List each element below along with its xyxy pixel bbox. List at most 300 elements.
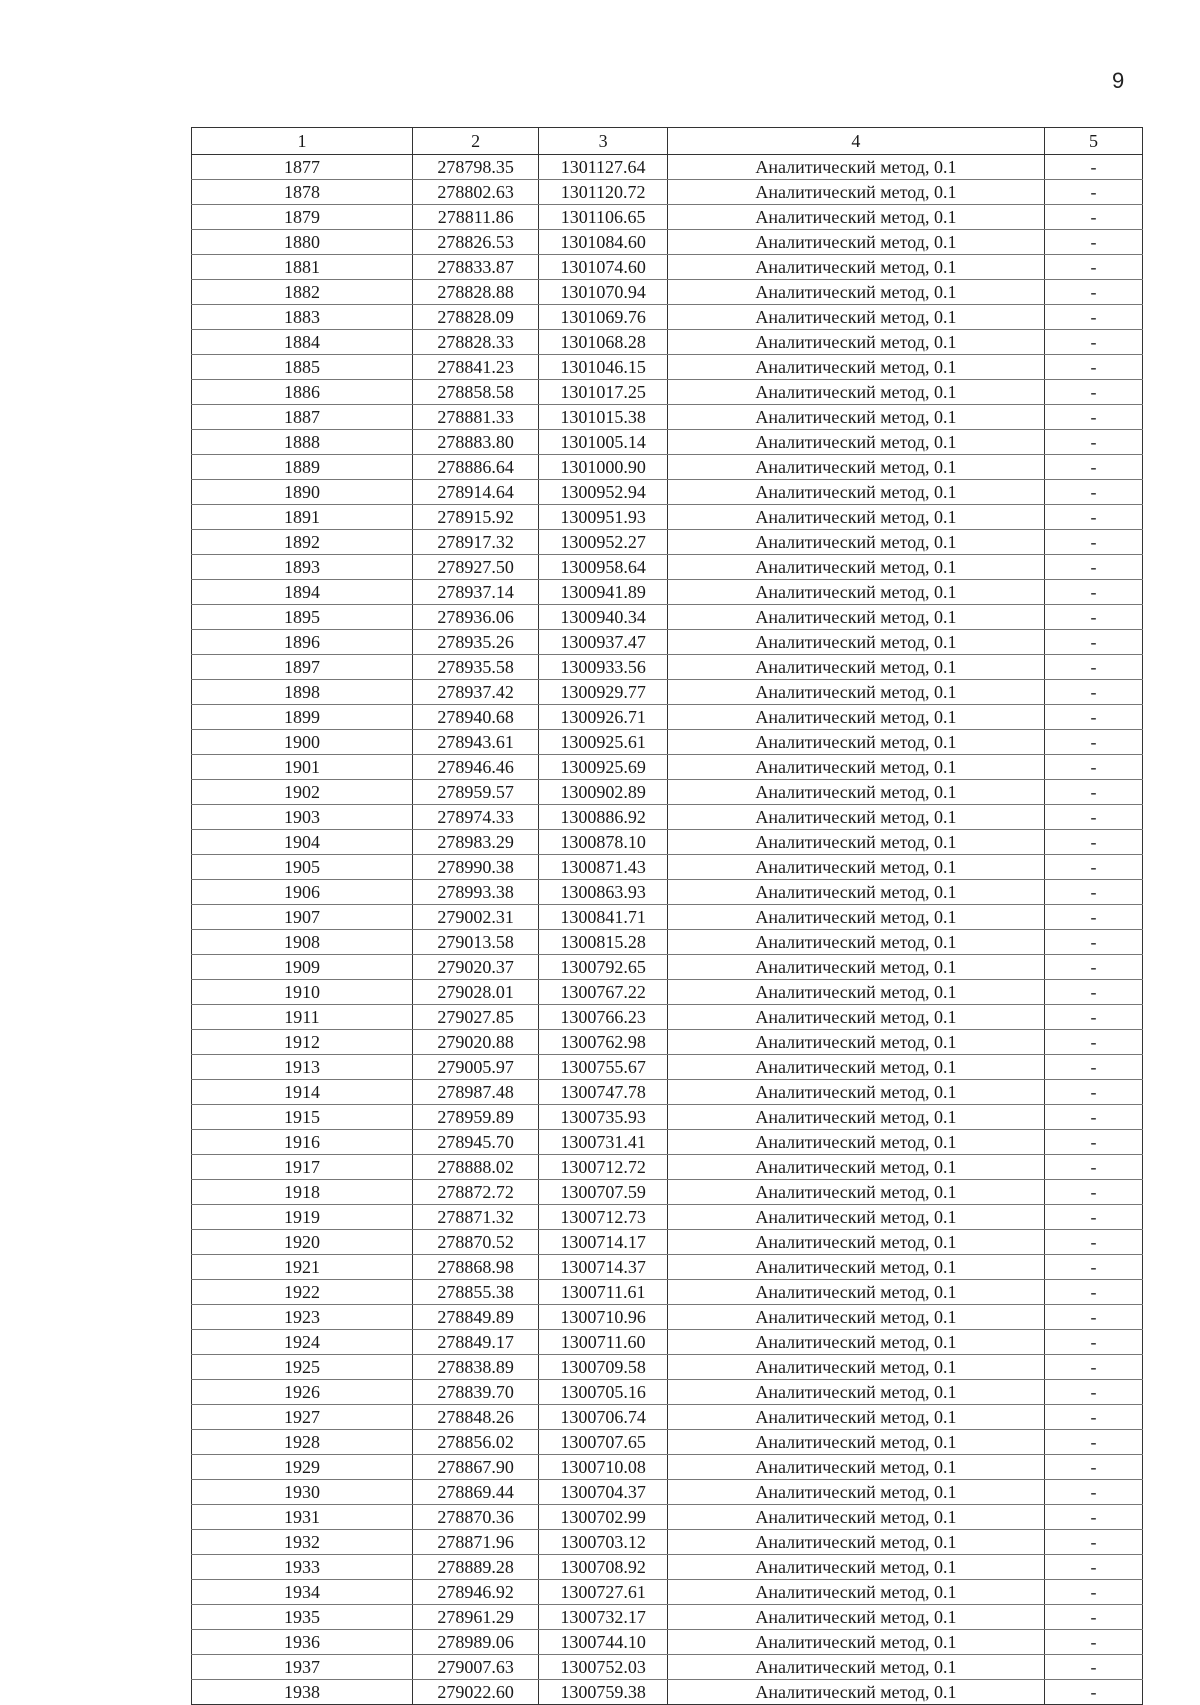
method-cell: Аналитический метод, 0.1 [667, 155, 1044, 180]
x-coordinate-cell: 278983.29 [412, 830, 538, 855]
table-row [192, 1055, 1143, 1080]
method-cell: Аналитический метод, 0.1 [667, 255, 1044, 280]
x-coordinate-cell: 278959.89 [412, 1105, 538, 1130]
x-coordinate-cell: 278943.61 [412, 730, 538, 755]
table-row [192, 730, 1143, 755]
table-row [192, 1155, 1143, 1180]
y-coordinate-cell: 1300940.34 [539, 605, 668, 630]
note-cell: - [1044, 1155, 1142, 1180]
x-coordinate-cell: 279020.37 [412, 955, 538, 980]
table-row [192, 755, 1143, 780]
y-coordinate-cell: 1300752.03 [539, 1655, 668, 1680]
y-coordinate-cell: 1300704.37 [539, 1480, 668, 1505]
method-cell: Аналитический метод, 0.1 [667, 680, 1044, 705]
x-coordinate-cell: 278937.42 [412, 680, 538, 705]
note-cell: - [1044, 255, 1142, 280]
point-number-cell: 1903 [192, 805, 413, 830]
note-cell: - [1044, 580, 1142, 605]
y-coordinate-cell: 1300933.56 [539, 655, 668, 680]
point-number-cell: 1924 [192, 1330, 413, 1355]
point-number-cell: 1930 [192, 1480, 413, 1505]
note-cell: - [1044, 1355, 1142, 1380]
y-coordinate-cell: 1300709.58 [539, 1355, 668, 1380]
method-cell: Аналитический метод, 0.1 [667, 280, 1044, 305]
point-number-cell: 1934 [192, 1580, 413, 1605]
point-number-cell: 1909 [192, 955, 413, 980]
point-number-cell: 1895 [192, 605, 413, 630]
table-row [192, 880, 1143, 905]
x-coordinate-cell: 278937.14 [412, 580, 538, 605]
note-cell: - [1044, 505, 1142, 530]
table-row [192, 180, 1143, 205]
table-body [192, 155, 1143, 1705]
method-cell: Аналитический метод, 0.1 [667, 1605, 1044, 1630]
method-cell: Аналитический метод, 0.1 [667, 1505, 1044, 1530]
point-number-cell: 1877 [192, 155, 413, 180]
y-coordinate-cell: 1300714.17 [539, 1230, 668, 1255]
y-coordinate-cell: 1300747.78 [539, 1080, 668, 1105]
table-header-row [192, 128, 1143, 155]
x-coordinate-cell: 279022.60 [412, 1680, 538, 1705]
table-row [192, 580, 1143, 605]
table-row [192, 1130, 1143, 1155]
y-coordinate-cell: 1300702.99 [539, 1505, 668, 1530]
y-coordinate-cell: 1300714.37 [539, 1255, 668, 1280]
note-cell: - [1044, 480, 1142, 505]
method-cell: Аналитический метод, 0.1 [667, 1055, 1044, 1080]
method-cell: Аналитический метод, 0.1 [667, 1155, 1044, 1180]
point-number-cell: 1918 [192, 1180, 413, 1205]
note-cell: - [1044, 1055, 1142, 1080]
x-coordinate-cell: 278870.36 [412, 1505, 538, 1530]
y-coordinate-cell: 1300710.96 [539, 1305, 668, 1330]
table-row [192, 455, 1143, 480]
table-row [192, 1630, 1143, 1655]
table-row [192, 430, 1143, 455]
table-row [192, 1530, 1143, 1555]
note-cell: - [1044, 1630, 1142, 1655]
x-coordinate-cell: 278889.28 [412, 1555, 538, 1580]
table-row [192, 1080, 1143, 1105]
table-row [192, 505, 1143, 530]
y-coordinate-cell: 1300703.12 [539, 1530, 668, 1555]
point-number-cell: 1928 [192, 1430, 413, 1455]
method-cell: Аналитический метод, 0.1 [667, 955, 1044, 980]
table-row [192, 1405, 1143, 1430]
point-number-cell: 1920 [192, 1230, 413, 1255]
note-cell: - [1044, 1005, 1142, 1030]
y-coordinate-cell: 1300941.89 [539, 580, 668, 605]
point-number-cell: 1899 [192, 705, 413, 730]
x-coordinate-cell: 279007.63 [412, 1655, 538, 1680]
method-cell: Аналитический метод, 0.1 [667, 1255, 1044, 1280]
x-coordinate-cell: 278927.50 [412, 555, 538, 580]
method-cell: Аналитический метод, 0.1 [667, 355, 1044, 380]
note-cell: - [1044, 180, 1142, 205]
table-row [192, 205, 1143, 230]
column-header-2: 2 [412, 128, 538, 155]
point-number-cell: 1889 [192, 455, 413, 480]
x-coordinate-cell: 278946.92 [412, 1580, 538, 1605]
x-coordinate-cell: 279020.88 [412, 1030, 538, 1055]
table-row [192, 1580, 1143, 1605]
table-row [192, 605, 1143, 630]
x-coordinate-cell: 278883.80 [412, 430, 538, 455]
method-cell: Аналитический метод, 0.1 [667, 455, 1044, 480]
method-cell: Аналитический метод, 0.1 [667, 1205, 1044, 1230]
point-number-cell: 1879 [192, 205, 413, 230]
point-number-cell: 1923 [192, 1305, 413, 1330]
note-cell: - [1044, 230, 1142, 255]
method-cell: Аналитический метод, 0.1 [667, 1480, 1044, 1505]
method-cell: Аналитический метод, 0.1 [667, 880, 1044, 905]
table-row [192, 980, 1143, 1005]
point-number-cell: 1913 [192, 1055, 413, 1080]
x-coordinate-cell: 278914.64 [412, 480, 538, 505]
table-row [192, 1005, 1143, 1030]
point-number-cell: 1901 [192, 755, 413, 780]
y-coordinate-cell: 1300712.73 [539, 1205, 668, 1230]
note-cell: - [1044, 1105, 1142, 1130]
x-coordinate-cell: 278849.17 [412, 1330, 538, 1355]
method-cell: Аналитический метод, 0.1 [667, 330, 1044, 355]
y-coordinate-cell: 1300952.94 [539, 480, 668, 505]
method-cell: Аналитический метод, 0.1 [667, 430, 1044, 455]
column-header-4: 4 [667, 128, 1044, 155]
point-number-cell: 1907 [192, 905, 413, 930]
note-cell: - [1044, 1330, 1142, 1355]
note-cell: - [1044, 1555, 1142, 1580]
method-cell: Аналитический метод, 0.1 [667, 1305, 1044, 1330]
note-cell: - [1044, 705, 1142, 730]
x-coordinate-cell: 278841.23 [412, 355, 538, 380]
point-number-cell: 1922 [192, 1280, 413, 1305]
point-number-cell: 1898 [192, 680, 413, 705]
point-number-cell: 1921 [192, 1255, 413, 1280]
table-row [192, 955, 1143, 980]
table-row [192, 380, 1143, 405]
note-cell: - [1044, 405, 1142, 430]
x-coordinate-cell: 278833.87 [412, 255, 538, 280]
x-coordinate-cell: 278828.88 [412, 280, 538, 305]
method-cell: Аналитический метод, 0.1 [667, 705, 1044, 730]
note-cell: - [1044, 955, 1142, 980]
method-cell: Аналитический метод, 0.1 [667, 755, 1044, 780]
note-cell: - [1044, 930, 1142, 955]
table-row [192, 1680, 1143, 1705]
note-cell: - [1044, 1080, 1142, 1105]
x-coordinate-cell: 278961.29 [412, 1605, 538, 1630]
table-row [192, 830, 1143, 855]
y-coordinate-cell: 1301074.60 [539, 255, 668, 280]
method-cell: Аналитический метод, 0.1 [667, 1005, 1044, 1030]
note-cell: - [1044, 730, 1142, 755]
method-cell: Аналитический метод, 0.1 [667, 405, 1044, 430]
x-coordinate-cell: 278839.70 [412, 1380, 538, 1405]
note-cell: - [1044, 755, 1142, 780]
method-cell: Аналитический метод, 0.1 [667, 780, 1044, 805]
page-number: 9 [1112, 68, 1125, 93]
method-cell: Аналитический метод, 0.1 [667, 1105, 1044, 1130]
point-number-cell: 1891 [192, 505, 413, 530]
y-coordinate-cell: 1300705.16 [539, 1380, 668, 1405]
y-coordinate-cell: 1300732.17 [539, 1605, 668, 1630]
method-cell: Аналитический метод, 0.1 [667, 1355, 1044, 1380]
point-number-cell: 1900 [192, 730, 413, 755]
x-coordinate-cell: 279002.31 [412, 905, 538, 930]
table-row [192, 1555, 1143, 1580]
y-coordinate-cell: 1300727.61 [539, 1580, 668, 1605]
method-cell: Аналитический метод, 0.1 [667, 480, 1044, 505]
x-coordinate-cell: 278974.33 [412, 805, 538, 830]
y-coordinate-cell: 1301120.72 [539, 180, 668, 205]
method-cell: Аналитический метод, 0.1 [667, 1130, 1044, 1155]
table-row [192, 355, 1143, 380]
x-coordinate-cell: 278888.02 [412, 1155, 538, 1180]
point-number-cell: 1910 [192, 980, 413, 1005]
point-number-cell: 1929 [192, 1455, 413, 1480]
note-cell: - [1044, 805, 1142, 830]
point-number-cell: 1897 [192, 655, 413, 680]
y-coordinate-cell: 1300878.10 [539, 830, 668, 855]
table-row [192, 1480, 1143, 1505]
method-cell: Аналитический метод, 0.1 [667, 1655, 1044, 1680]
x-coordinate-cell: 279027.85 [412, 1005, 538, 1030]
method-cell: Аналитический метод, 0.1 [667, 555, 1044, 580]
x-coordinate-cell: 278990.38 [412, 855, 538, 880]
table-row [192, 1380, 1143, 1405]
point-number-cell: 1931 [192, 1505, 413, 1530]
y-coordinate-cell: 1300902.89 [539, 780, 668, 805]
y-coordinate-cell: 1300766.23 [539, 1005, 668, 1030]
method-cell: Аналитический метод, 0.1 [667, 1330, 1044, 1355]
x-coordinate-cell: 278848.26 [412, 1405, 538, 1430]
y-coordinate-cell: 1301069.76 [539, 305, 668, 330]
x-coordinate-cell: 278798.35 [412, 155, 538, 180]
note-cell: - [1044, 980, 1142, 1005]
method-cell: Аналитический метод, 0.1 [667, 530, 1044, 555]
note-cell: - [1044, 330, 1142, 355]
point-number-cell: 1916 [192, 1130, 413, 1155]
point-number-cell: 1881 [192, 255, 413, 280]
point-number-cell: 1925 [192, 1355, 413, 1380]
point-number-cell: 1878 [192, 180, 413, 205]
x-coordinate-cell: 278869.44 [412, 1480, 538, 1505]
method-cell: Аналитический метод, 0.1 [667, 855, 1044, 880]
x-coordinate-cell: 278828.09 [412, 305, 538, 330]
y-coordinate-cell: 1300863.93 [539, 880, 668, 905]
note-cell: - [1044, 1205, 1142, 1230]
x-coordinate-cell: 278870.52 [412, 1230, 538, 1255]
point-number-cell: 1884 [192, 330, 413, 355]
point-number-cell: 1888 [192, 430, 413, 455]
point-number-cell: 1886 [192, 380, 413, 405]
table-row [192, 930, 1143, 955]
x-coordinate-cell: 278858.58 [412, 380, 538, 405]
y-coordinate-cell: 1300708.92 [539, 1555, 668, 1580]
y-coordinate-cell: 1301017.25 [539, 380, 668, 405]
x-coordinate-cell: 278940.68 [412, 705, 538, 730]
note-cell: - [1044, 880, 1142, 905]
point-number-cell: 1887 [192, 405, 413, 430]
x-coordinate-cell: 278855.38 [412, 1280, 538, 1305]
table-row [192, 555, 1143, 580]
note-cell: - [1044, 605, 1142, 630]
point-number-cell: 1914 [192, 1080, 413, 1105]
y-coordinate-cell: 1300952.27 [539, 530, 668, 555]
y-coordinate-cell: 1300759.38 [539, 1680, 668, 1705]
y-coordinate-cell: 1300735.93 [539, 1105, 668, 1130]
table-row [192, 680, 1143, 705]
method-cell: Аналитический метод, 0.1 [667, 630, 1044, 655]
method-cell: Аналитический метод, 0.1 [667, 905, 1044, 930]
x-coordinate-cell: 278868.98 [412, 1255, 538, 1280]
table-row [192, 1205, 1143, 1230]
x-coordinate-cell: 278917.32 [412, 530, 538, 555]
table-row [192, 1280, 1143, 1305]
table-row [192, 1305, 1143, 1330]
point-number-cell: 1919 [192, 1205, 413, 1230]
y-coordinate-cell: 1300926.71 [539, 705, 668, 730]
method-cell: Аналитический метод, 0.1 [667, 230, 1044, 255]
method-cell: Аналитический метод, 0.1 [667, 205, 1044, 230]
y-coordinate-cell: 1300841.71 [539, 905, 668, 930]
point-number-cell: 1882 [192, 280, 413, 305]
note-cell: - [1044, 1405, 1142, 1430]
y-coordinate-cell: 1300929.77 [539, 680, 668, 705]
note-cell: - [1044, 1430, 1142, 1455]
table-row [192, 280, 1143, 305]
x-coordinate-cell: 278867.90 [412, 1455, 538, 1480]
x-coordinate-cell: 278886.64 [412, 455, 538, 480]
method-cell: Аналитический метод, 0.1 [667, 1380, 1044, 1405]
method-cell: Аналитический метод, 0.1 [667, 1430, 1044, 1455]
y-coordinate-cell: 1300886.92 [539, 805, 668, 830]
note-cell: - [1044, 430, 1142, 455]
note-cell: - [1044, 355, 1142, 380]
note-cell: - [1044, 1605, 1142, 1630]
note-cell: - [1044, 680, 1142, 705]
point-number-cell: 1908 [192, 930, 413, 955]
note-cell: - [1044, 1455, 1142, 1480]
method-cell: Аналитический метод, 0.1 [667, 980, 1044, 1005]
table-row [192, 780, 1143, 805]
point-number-cell: 1893 [192, 555, 413, 580]
note-cell: - [1044, 1230, 1142, 1255]
y-coordinate-cell: 1300925.69 [539, 755, 668, 780]
x-coordinate-cell: 278946.46 [412, 755, 538, 780]
note-cell: - [1044, 1305, 1142, 1330]
table-row [192, 805, 1143, 830]
method-cell: Аналитический метод, 0.1 [667, 1230, 1044, 1255]
x-coordinate-cell: 278987.48 [412, 1080, 538, 1105]
method-cell: Аналитический метод, 0.1 [667, 930, 1044, 955]
x-coordinate-cell: 279028.01 [412, 980, 538, 1005]
y-coordinate-cell: 1301070.94 [539, 280, 668, 305]
column-header-3: 3 [539, 128, 668, 155]
method-cell: Аналитический метод, 0.1 [667, 605, 1044, 630]
note-cell: - [1044, 1030, 1142, 1055]
table-row [192, 230, 1143, 255]
point-number-cell: 1892 [192, 530, 413, 555]
note-cell: - [1044, 455, 1142, 480]
y-coordinate-cell: 1301127.64 [539, 155, 668, 180]
note-cell: - [1044, 830, 1142, 855]
x-coordinate-cell: 278935.58 [412, 655, 538, 680]
note-cell: - [1044, 1680, 1142, 1705]
table-row [192, 1505, 1143, 1530]
point-number-cell: 1937 [192, 1655, 413, 1680]
point-number-cell: 1906 [192, 880, 413, 905]
y-coordinate-cell: 1301015.38 [539, 405, 668, 430]
method-cell: Аналитический метод, 0.1 [667, 1030, 1044, 1055]
note-cell: - [1044, 1655, 1142, 1680]
y-coordinate-cell: 1301000.90 [539, 455, 668, 480]
table-row [192, 655, 1143, 680]
table-row [192, 1655, 1143, 1680]
table-row [192, 1105, 1143, 1130]
method-cell: Аналитический метод, 0.1 [667, 505, 1044, 530]
table-row [192, 1030, 1143, 1055]
y-coordinate-cell: 1301084.60 [539, 230, 668, 255]
point-number-cell: 1933 [192, 1555, 413, 1580]
point-number-cell: 1917 [192, 1155, 413, 1180]
y-coordinate-cell: 1300958.64 [539, 555, 668, 580]
method-cell: Аналитический метод, 0.1 [667, 1080, 1044, 1105]
method-cell: Аналитический метод, 0.1 [667, 180, 1044, 205]
x-coordinate-cell: 278871.32 [412, 1205, 538, 1230]
x-coordinate-cell: 278856.02 [412, 1430, 538, 1455]
table-row [192, 1355, 1143, 1380]
method-cell: Аналитический метод, 0.1 [667, 1555, 1044, 1580]
method-cell: Аналитический метод, 0.1 [667, 1405, 1044, 1430]
y-coordinate-cell: 1300707.65 [539, 1430, 668, 1455]
y-coordinate-cell: 1300767.22 [539, 980, 668, 1005]
note-cell: - [1044, 1380, 1142, 1405]
note-cell: - [1044, 530, 1142, 555]
y-coordinate-cell: 1300731.41 [539, 1130, 668, 1155]
x-coordinate-cell: 278872.72 [412, 1180, 538, 1205]
method-cell: Аналитический метод, 0.1 [667, 380, 1044, 405]
point-number-cell: 1915 [192, 1105, 413, 1130]
table-row [192, 405, 1143, 430]
y-coordinate-cell: 1300712.72 [539, 1155, 668, 1180]
point-number-cell: 1912 [192, 1030, 413, 1055]
y-coordinate-cell: 1300711.60 [539, 1330, 668, 1355]
x-coordinate-cell: 278871.96 [412, 1530, 538, 1555]
point-number-cell: 1894 [192, 580, 413, 605]
point-number-cell: 1936 [192, 1630, 413, 1655]
table-row [192, 330, 1143, 355]
point-number-cell: 1896 [192, 630, 413, 655]
note-cell: - [1044, 1180, 1142, 1205]
table-row [192, 255, 1143, 280]
y-coordinate-cell: 1300792.65 [539, 955, 668, 980]
table-row [192, 1330, 1143, 1355]
table-row [192, 155, 1143, 180]
x-coordinate-cell: 278828.33 [412, 330, 538, 355]
point-number-cell: 1902 [192, 780, 413, 805]
note-cell: - [1044, 1480, 1142, 1505]
note-cell: - [1044, 1530, 1142, 1555]
point-number-cell: 1880 [192, 230, 413, 255]
table-row [192, 855, 1143, 880]
y-coordinate-cell: 1301005.14 [539, 430, 668, 455]
point-number-cell: 1926 [192, 1380, 413, 1405]
method-cell: Аналитический метод, 0.1 [667, 1180, 1044, 1205]
x-coordinate-cell: 278849.89 [412, 1305, 538, 1330]
point-number-cell: 1883 [192, 305, 413, 330]
